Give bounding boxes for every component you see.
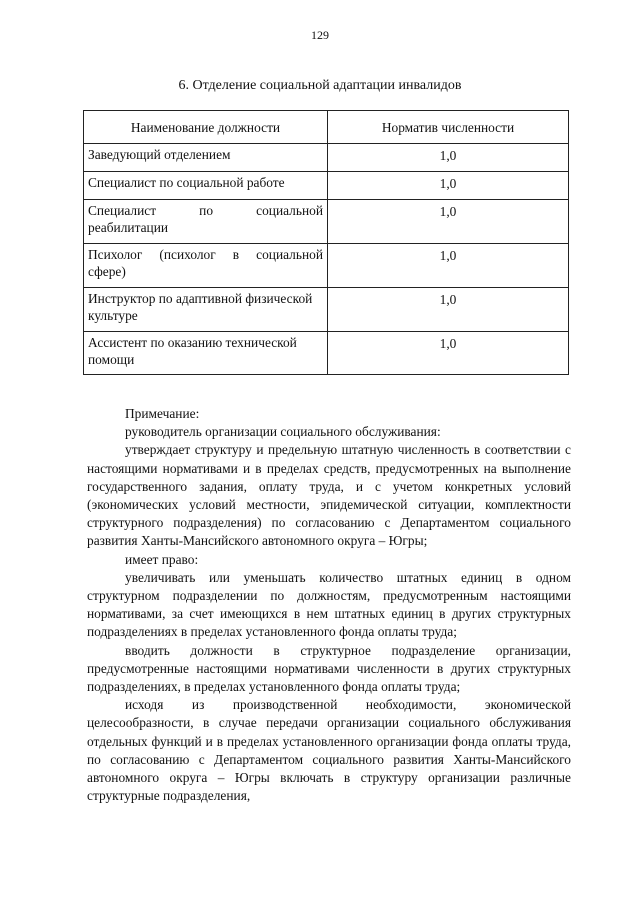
staff-norm: 1,0 (328, 288, 569, 332)
note-paragraph: исходя из производственной необходимости, экономической целесообразности, в случае передачи организации социального обслуживания отдельных функций и в пределах установленного организации фонда оплаты труда, по согласованию с Департаментом социального развития Ханты-Мансийского автономного округа – Югры включать в структуру организации различные структурные подразделения, (87, 697, 571, 804)
position-name: Инструктор по адаптивной физической культуре (84, 288, 328, 332)
note-rights-heading: имеет право: (125, 551, 199, 567)
staff-norm: 1,0 (328, 332, 569, 375)
table-row (84, 200, 569, 244)
note-paragraph: увеличивать или уменьшать количество штатных единиц в одном структурном подразделении по должностям, предусмотренным настоящими нормативами, за счет имеющихся в нем штатных единиц в других структурных подразделениях в пределах установленного фонда оплаты труда; (87, 569, 571, 640)
note-section (87, 405, 571, 805)
table-row (84, 332, 569, 375)
staff-norm: 1,0 (328, 200, 569, 244)
position-name: Психолог (психолог в социальной сфере) (84, 244, 328, 288)
table-row (84, 244, 569, 288)
staff-norm: 1,0 (328, 144, 569, 172)
note-heading: Примечание: (125, 406, 200, 421)
page-number: 129 (311, 28, 329, 42)
table-row (84, 288, 569, 332)
note-lead: руководитель организации социального обслуживания: (125, 424, 441, 440)
table-row (84, 144, 569, 172)
table-row (84, 172, 569, 200)
note-paragraph: вводить должности в структурное подразделение организации, предусмотренные настоящими нормативами численности в других структурных подразделениях, в пределах установленного фонда оплаты труда; (87, 642, 571, 695)
position-name: Ассистент по оказанию технической помощи (84, 332, 328, 375)
section-title: 6. Отделение социальной адаптации инвалидов (178, 78, 462, 93)
position-name: Заведующий отделением (84, 144, 328, 172)
staff-norm: 1,0 (328, 172, 569, 200)
position-name: Специалист по социальной реабилитации (84, 200, 328, 244)
staff-norm: 1,0 (328, 244, 569, 288)
note-paragraph: утверждает структуру и предельную штатную численность в соответствии с настоящими нормативами и в пределах средств, предусмотренных на выполнение государственного задания, оплату труда, и с учетом конкретных условий (экономических условий местности, эпидемической ситуации, комплектности структурного подразделения) по согласованию с Департаментом социального развития Ханты-Мансийского автономного округа – Югры; (87, 442, 571, 549)
column-header-position: Наименование должности (84, 111, 328, 144)
table-header-row (84, 111, 569, 144)
staff-norms-table (83, 110, 569, 375)
position-name: Специалист по социальной работе (84, 172, 328, 200)
column-header-norm: Норматив численности (328, 111, 569, 144)
